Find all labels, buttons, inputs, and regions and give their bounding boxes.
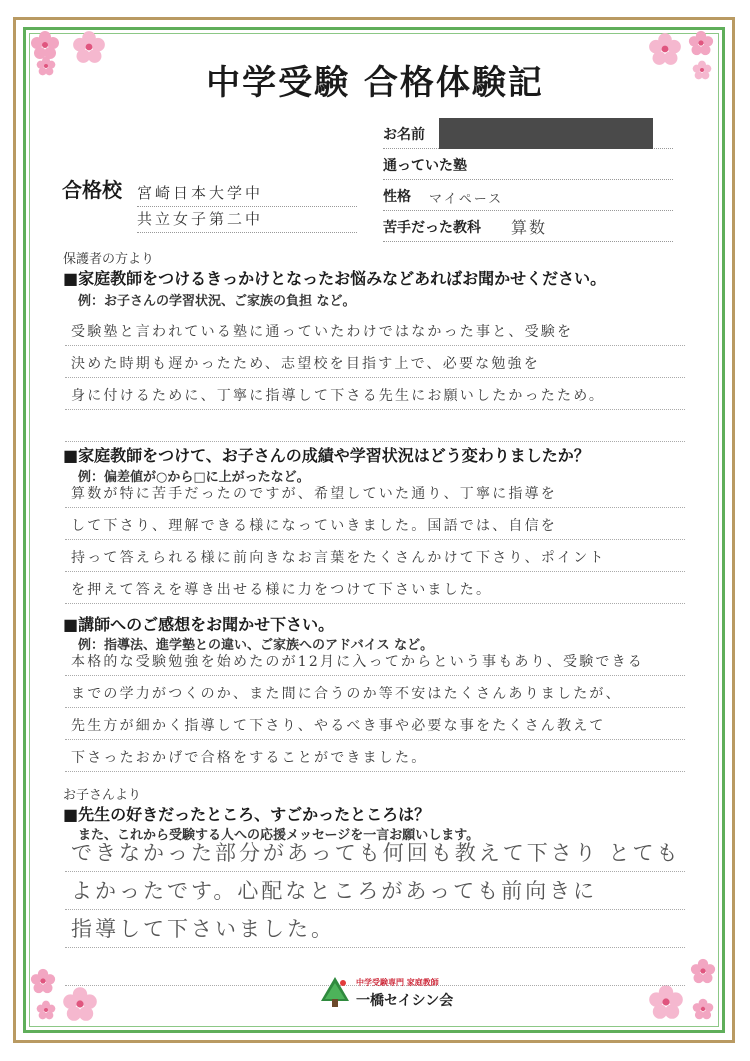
cram-school-row	[383, 149, 673, 180]
name-row	[383, 118, 673, 149]
answer-text: 受験塾と言われている塾に通っていたわけではなかった事と、受験を	[71, 324, 574, 340]
footer-brand-name: 一橋セイシン会	[356, 993, 454, 1009]
passed-school-2: 共立女子第二中	[137, 208, 357, 233]
answer-1	[65, 314, 685, 442]
answer-line	[65, 378, 685, 410]
child-section-heading: お子さんより	[63, 788, 142, 803]
answer-line	[65, 872, 685, 910]
passed-school-label: 合格校	[62, 178, 122, 202]
question-4-sub: また、これから受験する人への応援メッセージを一言お願いします。	[78, 828, 480, 843]
question-2-example: 例：偏差値が○から□に上がったなど。	[78, 470, 310, 485]
answer-text: 下さったおかげで合格をすることができました。	[71, 750, 428, 766]
cherry-blossom-icon	[36, 1000, 56, 1020]
cram-school-label: 通っていた塾	[383, 158, 467, 174]
answer-4	[65, 834, 685, 986]
answer-line	[65, 910, 685, 948]
answer-text: 本格的な受験勉強を始めたのが12月に入ってからという事もあり、受験できる	[71, 654, 645, 670]
question-1: ■家庭教師をつけるきっかけとなったお悩みなどあればお聞かせください。	[63, 269, 607, 288]
personality-row	[383, 180, 673, 211]
cherry-blossom-icon	[648, 984, 684, 1020]
answer-text: 持って答えられる様に前向きなお言葉をたくさんかけて下さり、ポイント	[71, 550, 606, 566]
answer-3	[65, 644, 685, 772]
answer-line	[65, 508, 685, 540]
answer-line	[65, 644, 685, 676]
answer-line	[65, 540, 685, 572]
answer-line	[65, 676, 685, 708]
answer-line	[65, 410, 685, 442]
answer-text: 決めた時期も遅かったため、志望校を目指す上で、必要な勉強を	[71, 356, 540, 372]
passed-school-1: 宮崎日本大学中	[137, 182, 357, 207]
answer-line	[65, 314, 685, 346]
answer-line	[65, 740, 685, 772]
question-3: ■講師へのご感想をお聞かせ下さい。	[63, 615, 335, 634]
footer-brand	[318, 973, 468, 1013]
profile-block	[383, 118, 673, 242]
personality-label: 性格	[383, 189, 411, 205]
weak-subject-value: 算数	[511, 218, 548, 237]
page-title: 中学受験 合格体験記	[206, 63, 544, 103]
answer-text: を押えて答えを導き出せる様に力をつけて下さいました。	[71, 582, 493, 598]
name-label: お名前	[383, 127, 425, 143]
weak-subject-row	[383, 211, 673, 242]
cherry-blossom-icon	[30, 968, 56, 994]
cherry-blossom-icon	[62, 986, 98, 1022]
answer-line	[65, 708, 685, 740]
answer-text: 先生方が細かく指導して下さり、やるべき事や必要な事をたくさん教えて	[71, 718, 606, 734]
answer-text: までの学力がつくのか、また間に合うのか等不安はたくさんありましたが、	[71, 686, 622, 702]
weak-subject-label: 苦手だった教科	[383, 220, 481, 236]
answer-text: 身に付けるために、丁寧に指導して下さる先生にお願いしたかったため。	[71, 388, 606, 404]
answer-text: できなかった部分があっても何回も教えて下さり とても	[71, 841, 681, 865]
answer-text: して下さり、理解できる様になっていきました。国語では、自信を	[71, 518, 557, 534]
answer-line	[65, 346, 685, 378]
personality-value: マイペース	[429, 192, 504, 207]
question-1-example: 例：お子さんの学習状況、ご家族の負担 など。	[78, 294, 356, 309]
question-4: ■先生の好きだったところ、すごかったところは？	[63, 805, 431, 824]
cherry-blossom-icon	[690, 958, 716, 984]
redacted-name	[439, 118, 653, 149]
parent-section-heading: 保護者の方より	[63, 252, 155, 267]
cherry-blossom-icon	[688, 30, 714, 56]
answer-text: 算数が特に苦手だったのですが、希望していた通り、丁寧に指導を	[71, 486, 557, 502]
question-2: ■家庭教師をつけて、お子さんの成績や学習状況はどう変わりましたか？	[63, 446, 590, 465]
answer-text: 指導して下さいました。	[71, 917, 335, 941]
answer-text: よかったです。心配なところがあっても前向きに	[71, 879, 598, 903]
answer-line	[65, 572, 685, 604]
cherry-blossom-icon	[692, 998, 714, 1020]
tree-logo-icon	[318, 975, 352, 1009]
answer-line	[65, 834, 685, 872]
answer-2	[65, 476, 685, 604]
answer-line	[65, 476, 685, 508]
question-3-example: 例：指導法、進学塾との違い、ご家族へのアドバイス など。	[78, 638, 434, 653]
footer-tagline: 中学受験専門 家庭教師	[356, 978, 439, 987]
